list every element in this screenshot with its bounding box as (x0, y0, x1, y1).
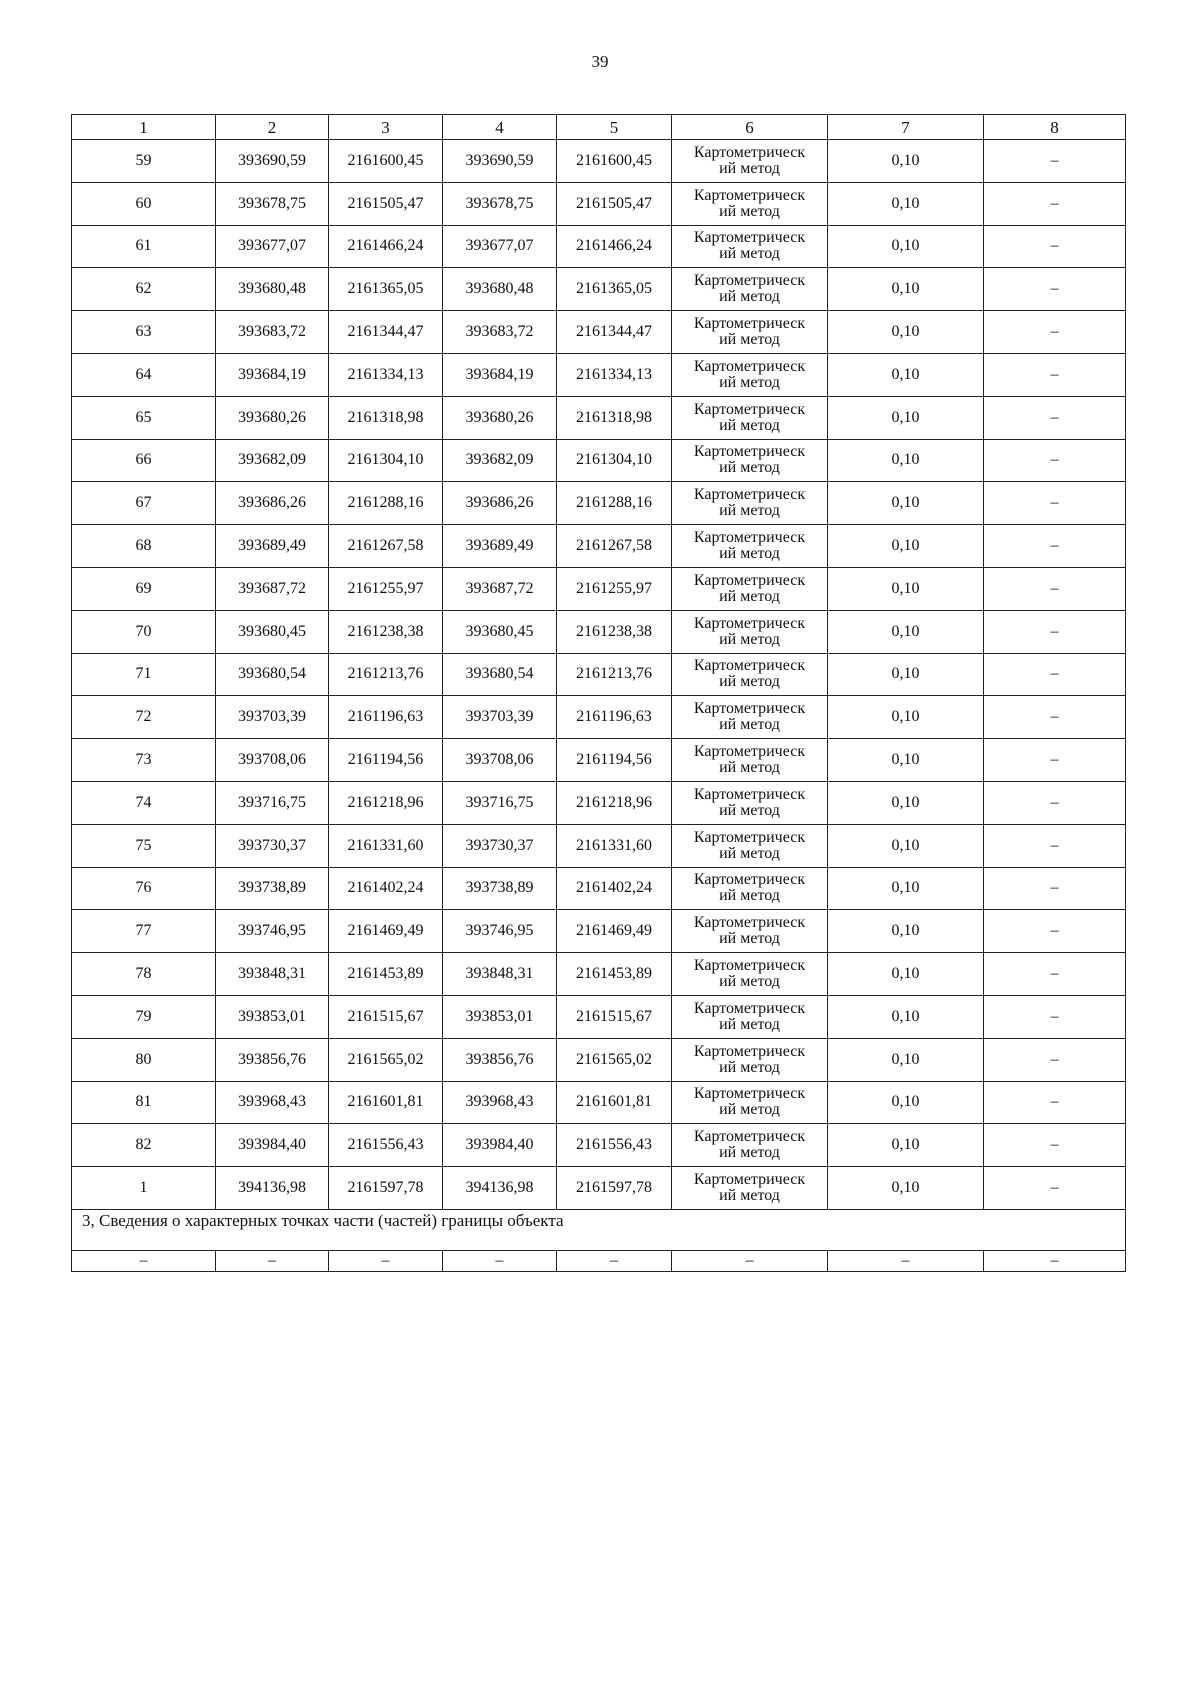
y-refined-cell: 2161515,67 (557, 995, 672, 1038)
accuracy-cell: 0,10 (828, 1038, 984, 1081)
y-refined-cell: 2161238,38 (557, 610, 672, 653)
method-text-line2: ий метод (719, 331, 780, 349)
y-refined-cell: 2161601,81 (557, 1081, 672, 1124)
method-cell (672, 140, 828, 183)
accuracy-cell: 0,10 (828, 396, 984, 439)
x-refined-cell: 393680,54 (443, 653, 557, 696)
note-cell: – (984, 353, 1126, 396)
method-text-line2: ий метод (719, 630, 780, 648)
method-cell (672, 824, 828, 867)
point-number-cell: 64 (72, 353, 216, 396)
dash-cell: – (216, 1250, 329, 1271)
point-number-cell: 81 (72, 1081, 216, 1124)
note-cell: – (984, 995, 1126, 1038)
method-text-line1: Картометрическ (693, 143, 806, 161)
y-refined-cell: 2161267,58 (557, 525, 672, 568)
y-refined-cell: 2161469,49 (557, 910, 672, 953)
x-existing-cell: 393853,01 (216, 995, 329, 1038)
dash-cell: – (329, 1250, 443, 1271)
x-refined-cell: 393703,39 (443, 696, 557, 739)
point-number-cell: 72 (72, 696, 216, 739)
accuracy-cell: 0,10 (828, 482, 984, 525)
method-text-line2: ий метод (719, 502, 780, 520)
point-number-cell: 76 (72, 867, 216, 910)
method-text-line2: ий метод (719, 245, 780, 263)
x-refined-cell: 393684,19 (443, 353, 557, 396)
x-refined-cell: 393683,72 (443, 311, 557, 354)
point-number-cell: 68 (72, 525, 216, 568)
x-existing-cell: 393680,26 (216, 396, 329, 439)
method-cell (672, 525, 828, 568)
method-text-line2: ий метод (719, 545, 780, 563)
y-refined-cell: 2161318,98 (557, 396, 672, 439)
y-existing-cell: 2161469,49 (329, 910, 443, 953)
column-number-row (72, 115, 1126, 140)
x-existing-cell: 393856,76 (216, 1038, 329, 1081)
accuracy-cell: 0,10 (828, 910, 984, 953)
y-existing-cell: 2161288,16 (329, 482, 443, 525)
method-cell (672, 696, 828, 739)
accuracy-cell: 0,10 (828, 268, 984, 311)
y-existing-cell: 2161601,81 (329, 1081, 443, 1124)
x-existing-cell: 393678,75 (216, 182, 329, 225)
note-cell: – (984, 910, 1126, 953)
y-existing-cell: 2161334,13 (329, 353, 443, 396)
y-refined-cell: 2161344,47 (557, 311, 672, 354)
y-refined-cell: 2161565,02 (557, 1038, 672, 1081)
x-refined-cell: 393848,31 (443, 953, 557, 996)
method-text-line1: Картометрическ (693, 186, 806, 204)
y-refined-cell: 2161304,10 (557, 439, 672, 482)
accuracy-cell: 0,10 (828, 311, 984, 354)
y-refined-cell: 2161331,60 (557, 824, 672, 867)
x-refined-cell: 393856,76 (443, 1038, 557, 1081)
point-number-cell: 70 (72, 610, 216, 653)
y-refined-cell: 2161600,45 (557, 140, 672, 183)
point-number-cell: 74 (72, 781, 216, 824)
dash-cell: – (443, 1250, 557, 1271)
point-number-cell: 61 (72, 225, 216, 268)
table-row (72, 311, 1126, 354)
x-refined-cell: 393853,01 (443, 995, 557, 1038)
x-refined-cell: 393686,26 (443, 482, 557, 525)
x-existing-cell: 393689,49 (216, 525, 329, 568)
page-number: 39 (591, 52, 609, 71)
x-existing-cell: 393738,89 (216, 867, 329, 910)
method-text-line1: Картометрическ (693, 914, 806, 932)
method-text-line1: Картометрическ (693, 614, 806, 632)
column-header: 6 (672, 115, 828, 140)
x-existing-cell: 393848,31 (216, 953, 329, 996)
table-row (72, 1081, 1126, 1124)
x-refined-cell: 393677,07 (443, 225, 557, 268)
y-existing-cell: 2161218,96 (329, 781, 443, 824)
method-text-line1: Картометрическ (693, 657, 806, 675)
point-number-cell: 77 (72, 910, 216, 953)
x-existing-cell: 393716,75 (216, 781, 329, 824)
note-cell: – (984, 567, 1126, 610)
table-row (72, 567, 1126, 610)
method-text-line2: ий метод (719, 716, 780, 734)
method-text-line2: ий метод (719, 202, 780, 220)
y-refined-cell: 2161255,97 (557, 567, 672, 610)
point-number-cell: 78 (72, 953, 216, 996)
note-cell: – (984, 311, 1126, 354)
method-cell (672, 353, 828, 396)
x-refined-cell: 393730,37 (443, 824, 557, 867)
method-text-line2: ий метод (719, 1144, 780, 1162)
method-cell (672, 781, 828, 824)
x-existing-cell: 393680,54 (216, 653, 329, 696)
y-refined-cell: 2161402,24 (557, 867, 672, 910)
note-cell: – (984, 610, 1126, 653)
y-existing-cell: 2161267,58 (329, 525, 443, 568)
y-existing-cell: 2161515,67 (329, 995, 443, 1038)
x-existing-cell: 393680,48 (216, 268, 329, 311)
dash-cell: – (984, 1250, 1126, 1271)
method-text-line2: ий метод (719, 673, 780, 691)
accuracy-cell: 0,10 (828, 1167, 984, 1210)
note-cell: – (984, 182, 1126, 225)
method-cell (672, 182, 828, 225)
y-existing-cell: 2161453,89 (329, 953, 443, 996)
y-refined-cell: 2161218,96 (557, 781, 672, 824)
table-row (72, 396, 1126, 439)
y-refined-cell: 2161288,16 (557, 482, 672, 525)
y-existing-cell: 2161597,78 (329, 1167, 443, 1210)
column-header: 2 (216, 115, 329, 140)
point-number-cell: 66 (72, 439, 216, 482)
table-row (72, 1124, 1126, 1167)
method-text-line1: Картометрическ (693, 700, 806, 718)
method-cell (672, 396, 828, 439)
table-row (72, 995, 1126, 1038)
method-text-line2: ий метод (719, 1058, 780, 1076)
method-text-line2: ий метод (719, 801, 780, 819)
y-existing-cell: 2161556,43 (329, 1124, 443, 1167)
x-refined-cell: 393738,89 (443, 867, 557, 910)
coordinates-table (71, 114, 1126, 1272)
method-text-line2: ий метод (719, 844, 780, 862)
note-cell: – (984, 525, 1126, 568)
method-text-line1: Картометрическ (693, 443, 806, 461)
y-existing-cell: 2161213,76 (329, 653, 443, 696)
point-number-cell: 1 (72, 1167, 216, 1210)
method-text-line1: Картометрическ (693, 315, 806, 333)
table-row (72, 525, 1126, 568)
method-text-line2: ий метод (719, 930, 780, 948)
point-number-cell: 75 (72, 824, 216, 867)
x-existing-cell: 393682,09 (216, 439, 329, 482)
y-refined-cell: 2161453,89 (557, 953, 672, 996)
method-cell (672, 311, 828, 354)
method-text-line1: Картометрическ (693, 571, 806, 589)
note-cell: – (984, 1081, 1126, 1124)
method-text-line2: ий метод (719, 887, 780, 905)
method-text-line1: Картометрическ (693, 871, 806, 889)
method-text-line1: Картометрическ (693, 272, 806, 290)
point-number-cell: 60 (72, 182, 216, 225)
x-existing-cell: 393680,45 (216, 610, 329, 653)
method-text-line1: Картометрическ (693, 1085, 806, 1103)
x-existing-cell: 393746,95 (216, 910, 329, 953)
table-row (72, 353, 1126, 396)
y-refined-cell: 2161505,47 (557, 182, 672, 225)
method-text-line2: ий метод (719, 587, 780, 605)
method-text-line1: Картометрическ (693, 785, 806, 803)
method-cell (672, 995, 828, 1038)
accuracy-cell: 0,10 (828, 353, 984, 396)
x-refined-cell: 393716,75 (443, 781, 557, 824)
method-cell (672, 910, 828, 953)
point-number-cell: 71 (72, 653, 216, 696)
dash-cell: – (828, 1250, 984, 1271)
method-text-line1: Картометрическ (693, 1128, 806, 1146)
method-text-line1: Картометрическ (693, 999, 806, 1017)
table-row (72, 867, 1126, 910)
accuracy-cell: 0,10 (828, 781, 984, 824)
method-cell (672, 739, 828, 782)
method-text-line2: ий метод (719, 1187, 780, 1205)
method-text-line1: Картометрическ (693, 486, 806, 504)
table-row (72, 1167, 1126, 1210)
method-text-line2: ий метод (719, 288, 780, 306)
point-number-cell: 59 (72, 140, 216, 183)
accuracy-cell: 0,10 (828, 824, 984, 867)
y-refined-cell: 2161365,05 (557, 268, 672, 311)
method-cell (672, 268, 828, 311)
x-existing-cell: 393690,59 (216, 140, 329, 183)
x-refined-cell: 393682,09 (443, 439, 557, 482)
method-text-line2: ий метод (719, 1101, 780, 1119)
point-number-cell: 79 (72, 995, 216, 1038)
table-row (72, 225, 1126, 268)
table-row (72, 1038, 1126, 1081)
x-refined-cell: 393984,40 (443, 1124, 557, 1167)
accuracy-cell: 0,10 (828, 1124, 984, 1167)
x-refined-cell: 393680,45 (443, 610, 557, 653)
method-cell (672, 1081, 828, 1124)
empty-row (72, 1250, 1126, 1271)
column-header: 4 (443, 115, 557, 140)
note-cell: – (984, 225, 1126, 268)
x-existing-cell: 393984,40 (216, 1124, 329, 1167)
accuracy-cell: 0,10 (828, 525, 984, 568)
point-number-cell: 82 (72, 1124, 216, 1167)
method-cell (672, 653, 828, 696)
y-existing-cell: 2161194,56 (329, 739, 443, 782)
table-row (72, 268, 1126, 311)
accuracy-cell: 0,10 (828, 140, 984, 183)
y-existing-cell: 2161344,47 (329, 311, 443, 354)
note-cell: – (984, 140, 1126, 183)
method-text-line2: ий метод (719, 1015, 780, 1033)
method-text-line1: Картометрическ (693, 1042, 806, 1060)
table-row (72, 824, 1126, 867)
point-number-cell: 63 (72, 311, 216, 354)
method-cell (672, 567, 828, 610)
y-existing-cell: 2161600,45 (329, 140, 443, 183)
y-refined-cell: 2161213,76 (557, 653, 672, 696)
method-text-line2: ий метод (719, 159, 780, 177)
method-cell (672, 953, 828, 996)
y-refined-cell: 2161196,63 (557, 696, 672, 739)
method-text-line1: Картометрическ (693, 828, 806, 846)
table-row (72, 696, 1126, 739)
y-existing-cell: 2161255,97 (329, 567, 443, 610)
method-cell (672, 439, 828, 482)
y-existing-cell: 2161402,24 (329, 867, 443, 910)
table-row (72, 439, 1126, 482)
method-text-line1: Картометрическ (693, 229, 806, 247)
method-text-line1: Картометрическ (693, 529, 806, 547)
y-existing-cell: 2161365,05 (329, 268, 443, 311)
accuracy-cell: 0,10 (828, 739, 984, 782)
method-cell (672, 1167, 828, 1210)
y-refined-cell: 2161466,24 (557, 225, 672, 268)
x-existing-cell: 393708,06 (216, 739, 329, 782)
x-refined-cell: 393680,26 (443, 396, 557, 439)
table-row (72, 910, 1126, 953)
table-row (72, 653, 1126, 696)
accuracy-cell: 0,10 (828, 696, 984, 739)
method-cell (672, 610, 828, 653)
column-header: 1 (72, 115, 216, 140)
note-cell: – (984, 696, 1126, 739)
y-refined-cell: 2161334,13 (557, 353, 672, 396)
y-existing-cell: 2161304,10 (329, 439, 443, 482)
note-cell: – (984, 953, 1126, 996)
method-text-line1: Картометрическ (693, 400, 806, 418)
method-cell (672, 1124, 828, 1167)
accuracy-cell: 0,10 (828, 439, 984, 482)
accuracy-cell: 0,10 (828, 567, 984, 610)
table-row (72, 781, 1126, 824)
y-existing-cell: 2161318,98 (329, 396, 443, 439)
table-row (72, 739, 1126, 782)
column-header: 8 (984, 115, 1126, 140)
x-existing-cell: 393968,43 (216, 1081, 329, 1124)
y-existing-cell: 2161505,47 (329, 182, 443, 225)
accuracy-cell: 0,10 (828, 225, 984, 268)
point-number-cell: 67 (72, 482, 216, 525)
table-row (72, 182, 1126, 225)
column-header: 7 (828, 115, 984, 140)
x-existing-cell: 393703,39 (216, 696, 329, 739)
note-cell: – (984, 824, 1126, 867)
method-cell (672, 867, 828, 910)
x-refined-cell: 393680,48 (443, 268, 557, 311)
method-text-line2: ий метод (719, 459, 780, 477)
method-cell (672, 1038, 828, 1081)
y-refined-cell: 2161556,43 (557, 1124, 672, 1167)
x-existing-cell: 394136,98 (216, 1167, 329, 1210)
method-text-line2: ий метод (719, 759, 780, 777)
x-refined-cell: 394136,98 (443, 1167, 557, 1210)
method-text-line1: Картометрическ (693, 1171, 806, 1189)
y-existing-cell: 2161238,38 (329, 610, 443, 653)
section-title: 3, Сведения о характерных точках части (частей) границы объекта (72, 1209, 1126, 1250)
accuracy-cell: 0,10 (828, 182, 984, 225)
table-row (72, 140, 1126, 183)
note-cell: – (984, 439, 1126, 482)
x-refined-cell: 393690,59 (443, 140, 557, 183)
x-refined-cell: 393968,43 (443, 1081, 557, 1124)
x-refined-cell: 393689,49 (443, 525, 557, 568)
note-cell: – (984, 268, 1126, 311)
note-cell: – (984, 482, 1126, 525)
method-text-line2: ий метод (719, 373, 780, 391)
point-number-cell: 62 (72, 268, 216, 311)
accuracy-cell: 0,10 (828, 1081, 984, 1124)
method-text-line2: ий метод (719, 973, 780, 991)
table-row (72, 610, 1126, 653)
method-cell (672, 225, 828, 268)
y-existing-cell: 2161466,24 (329, 225, 443, 268)
note-cell: – (984, 1167, 1126, 1210)
note-cell: – (984, 653, 1126, 696)
y-refined-cell: 2161597,78 (557, 1167, 672, 1210)
note-cell: – (984, 1038, 1126, 1081)
note-cell: – (984, 781, 1126, 824)
x-existing-cell: 393687,72 (216, 567, 329, 610)
x-refined-cell: 393708,06 (443, 739, 557, 782)
point-number-cell: 73 (72, 739, 216, 782)
dash-cell: – (557, 1250, 672, 1271)
x-existing-cell: 393684,19 (216, 353, 329, 396)
x-existing-cell: 393677,07 (216, 225, 329, 268)
x-existing-cell: 393730,37 (216, 824, 329, 867)
method-text-line1: Картометрическ (693, 957, 806, 975)
column-header: 3 (329, 115, 443, 140)
method-cell (672, 482, 828, 525)
note-cell: – (984, 1124, 1126, 1167)
point-number-cell: 69 (72, 567, 216, 610)
column-header: 5 (557, 115, 672, 140)
x-existing-cell: 393683,72 (216, 311, 329, 354)
table-body (72, 115, 1126, 1272)
y-refined-cell: 2161194,56 (557, 739, 672, 782)
dash-cell: – (72, 1250, 216, 1271)
y-existing-cell: 2161565,02 (329, 1038, 443, 1081)
dash-cell: – (672, 1250, 828, 1271)
table-row (72, 953, 1126, 996)
note-cell: – (984, 739, 1126, 782)
accuracy-cell: 0,10 (828, 953, 984, 996)
section-heading-row (72, 1209, 1126, 1250)
point-number-cell: 80 (72, 1038, 216, 1081)
x-existing-cell: 393686,26 (216, 482, 329, 525)
x-refined-cell: 393687,72 (443, 567, 557, 610)
y-existing-cell: 2161196,63 (329, 696, 443, 739)
note-cell: – (984, 867, 1126, 910)
method-text-line1: Картометрическ (693, 743, 806, 761)
accuracy-cell: 0,10 (828, 995, 984, 1038)
note-cell: – (984, 396, 1126, 439)
y-existing-cell: 2161331,60 (329, 824, 443, 867)
accuracy-cell: 0,10 (828, 867, 984, 910)
method-text-line2: ий метод (719, 416, 780, 434)
x-refined-cell: 393746,95 (443, 910, 557, 953)
x-refined-cell: 393678,75 (443, 182, 557, 225)
method-text-line1: Картометрическ (693, 357, 806, 375)
point-number-cell: 65 (72, 396, 216, 439)
table-row (72, 482, 1126, 525)
accuracy-cell: 0,10 (828, 653, 984, 696)
accuracy-cell: 0,10 (828, 610, 984, 653)
